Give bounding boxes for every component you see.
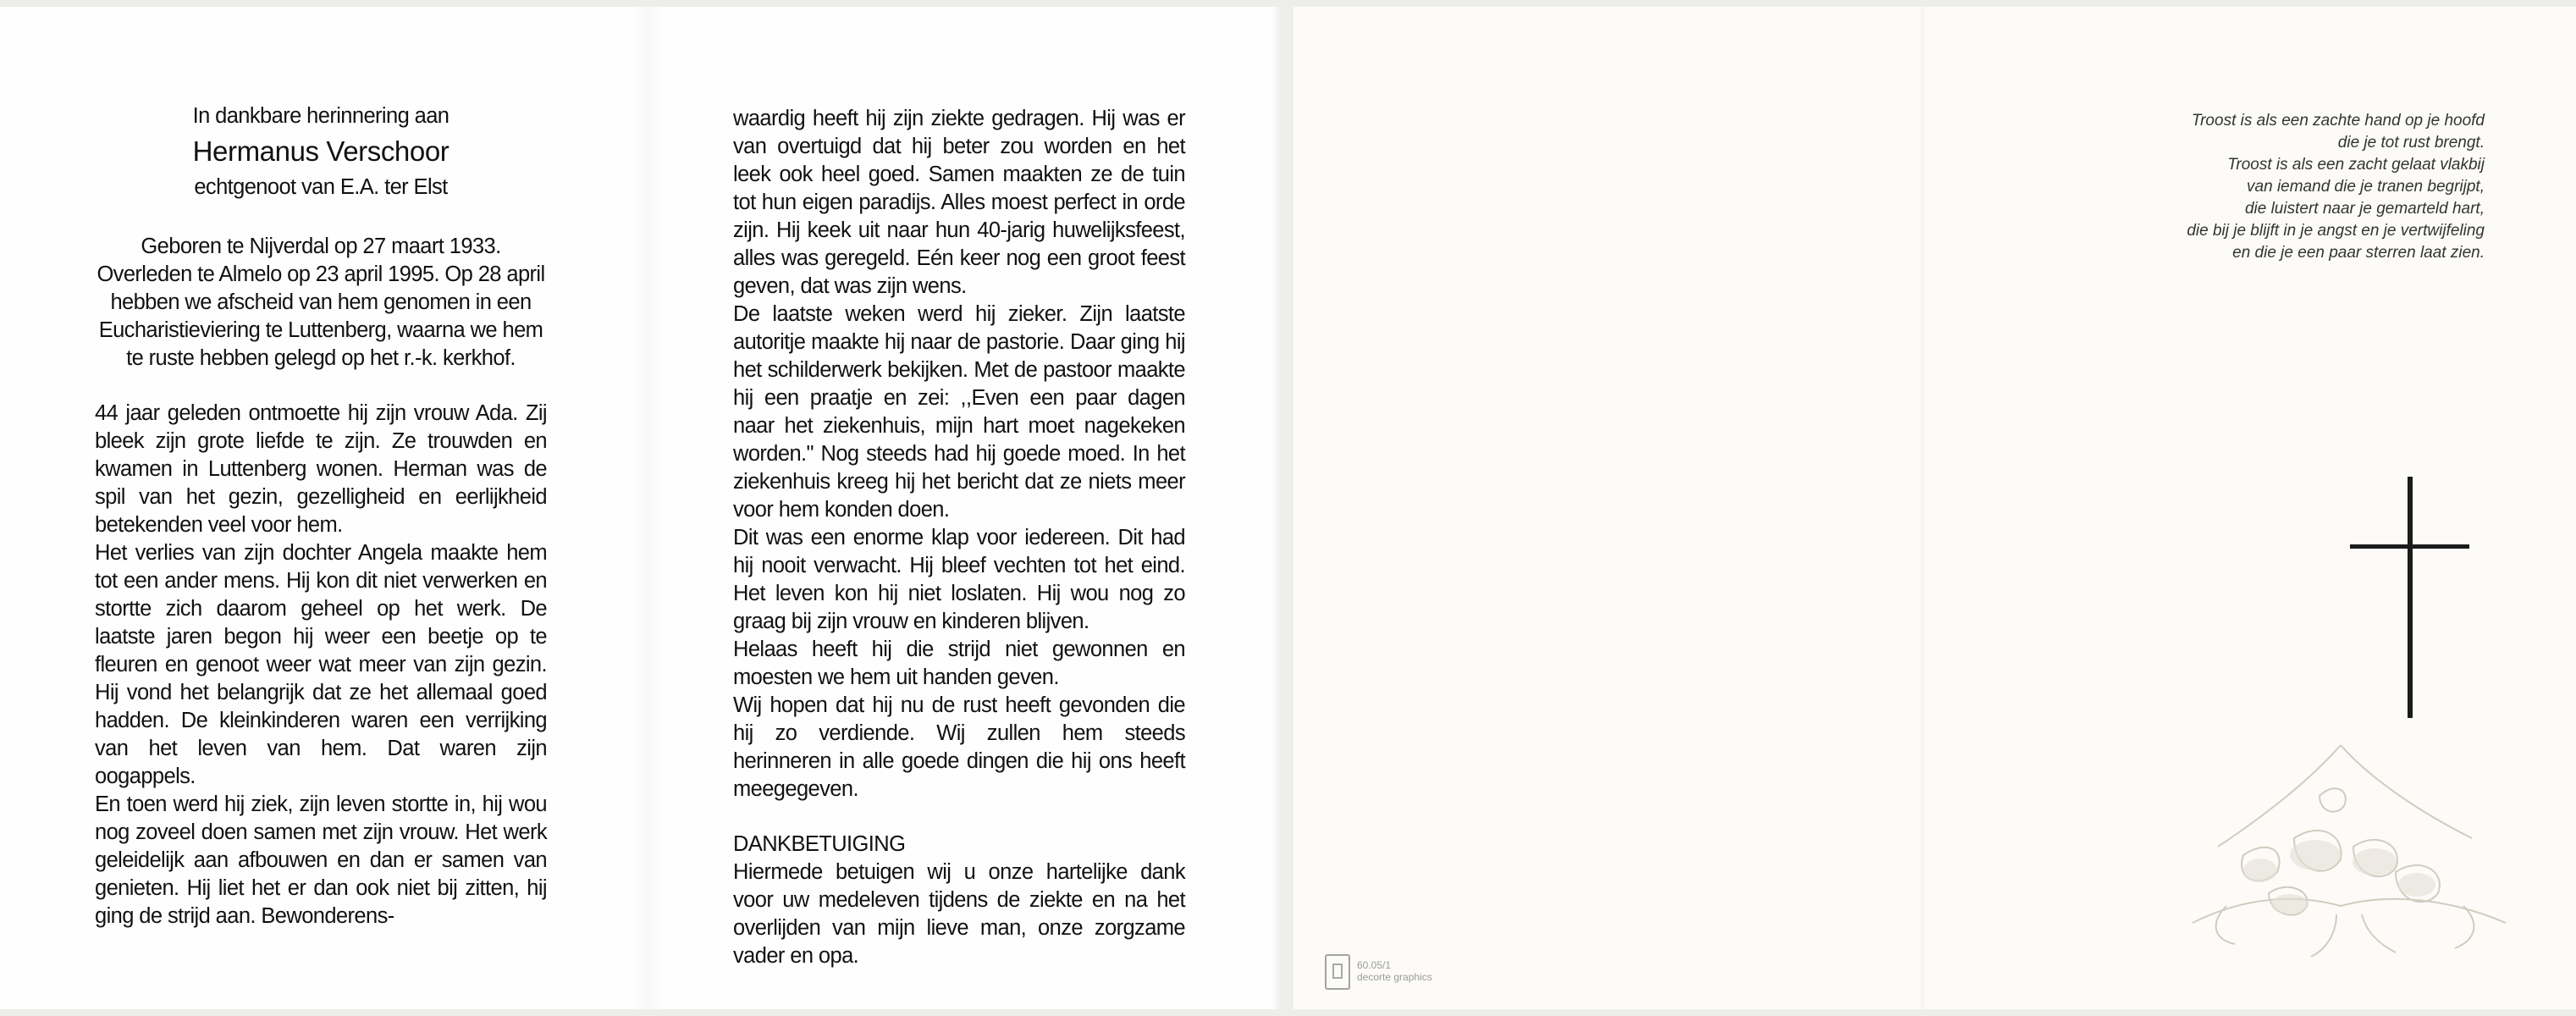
thanks-heading: DANKBETUIGING	[733, 832, 906, 856]
poem-line: Troost is als een zacht gelaat vlakbij	[2227, 156, 2485, 174]
thanks-paragraph: Hiermede betuigen wij u onze hartelijke dank voor uw medeleven tijdens de ziekte en na het overlijden van mijn lieve man, onze zorgzame vader en opa.	[733, 860, 1185, 968]
fold-crease	[631, 7, 665, 1009]
left-card-spread	[0, 7, 1280, 1009]
birth-death-paragraph: Geboren te Nijverdal op 27 maart 1933. Overleden te Almelo op 23 april 1995. Op 28 april hebben we afscheid van hem genomen in een Eucharistieviering te Luttenberg, waarna we hem te ruste hebben gelegd op het r.-k. kerkhof.	[97, 235, 545, 370]
flower-illustration-icon	[2142, 711, 2540, 965]
printer-logo-icon	[1325, 954, 1350, 990]
life-paragraph: Wij hopen dat hij nu de rust heeft gevonden die hij zo verdiende. Wij zullen hem steeds herinneren in alle goede dingen die hij ons heeft meegegeven.	[733, 693, 1185, 801]
left-column	[95, 102, 547, 930]
poem-line: die je tot rust brengt.	[2337, 134, 2485, 152]
card-header	[95, 102, 547, 201]
intro-line: In dankbare herinnering aan	[192, 104, 450, 128]
spouse-line: echtgenoot van E.A. ter Elst	[194, 175, 448, 199]
life-paragraph: waardig heeft hij zijn ziekte gedragen. Hij was er van overtuigd dat hij beter zou worden en het leek ook heel goed. Samen maakten ze de tuin tot hun eigen paradijs. Alles moest perfect in orde zijn. Hij keek uit naar hun 40-jarig huwelijksfeest, alles was geregeld. Eén keer nog een groot feest geven, dat was zijn wens.	[733, 107, 1185, 298]
poem-line: die bij je blijft in je angst en je vertwijfeling	[2187, 222, 2485, 240]
life-paragraph: 44 jaar geleden ontmoette hij zijn vrouw Ada. Zij bleek zijn grote liefde te zijn. Ze trouwden en kwamen in Luttenberg wonen. Herman was de spil van het gezin, gezelligheid en eerlijkheid betekenden veel voor hem.	[95, 401, 547, 537]
life-paragraph: De laatste weken werd hij zieker. Zijn laatste autoritje maakte hij naar de pastorie. Daar ging hij het schilderwerk bekijken. Met de pastoor maakte hij een praatje en zei: ,,Even een paar dagen naar het ziekenhuis, mijn hart moet nagekeken worden." Nog steeds had hij goede moed. In het ziekenhuis kreeg hij het bericht dat ze niets meer voor hem konden doen.	[733, 302, 1185, 522]
printer-mark	[1357, 959, 1432, 983]
poem-line: die luistert naar je gemarteld hart,	[2244, 200, 2485, 218]
poem-line: en die je een paar sterren laat zien.	[2232, 244, 2485, 262]
consolation-poem	[2099, 110, 2485, 264]
middle-column	[733, 105, 1185, 970]
life-paragraph: Dit was een enorme klap voor iedereen. Dit had hij nooit verwacht. Hij bleef vechten tot het eind. Het leven kon hij niet loslaten. Hij wou nog zo graag bij zijn vrouw en kinderen blijven.	[733, 526, 1185, 633]
printer-code: 60.05/1	[1357, 959, 1392, 971]
life-paragraph: Helaas heeft hij die strijd niet gewonnen en moesten we hem uit handen geven.	[733, 638, 1185, 689]
poem-line: Troost is als een zachte hand op je hoofd	[2191, 112, 2485, 130]
deceased-name: Hermanus Verschoor	[192, 135, 450, 167]
fold-crease	[1920, 7, 1925, 1009]
poem-line: van iemand die je tranen begrijpt,	[2247, 178, 2485, 196]
cross-icon-horizontal	[2350, 544, 2469, 549]
life-paragraph: En toen werd hij ziek, zijn leven stortte in, hij wou nog zoveel doen samen met zijn vrouw. Het werk geleidelijk aan afbouwen en dan er samen van genieten. Hij liet het er dan ook niet bij zitten, hij ging de strijd aan. Bewonderens-	[95, 792, 547, 928]
cross-icon-vertical	[2408, 477, 2413, 718]
printer-brand: decorte graphics	[1357, 971, 1432, 983]
life-paragraph: Het verlies van zijn dochter Angela maakte hem tot een ander mens. Hij kon dit niet verwerken en stortte zich daarom geheel op het werk. De laatste jaren begon hij weer een beetje op te fleuren en genoot weer wat meer van zijn gezin. Hij vond het belangrijk dat ze het allemaal goed hadden. De kleinkinderen waren een verrijking van het leven van hem. Dat waren zijn oogappels.	[95, 541, 547, 788]
